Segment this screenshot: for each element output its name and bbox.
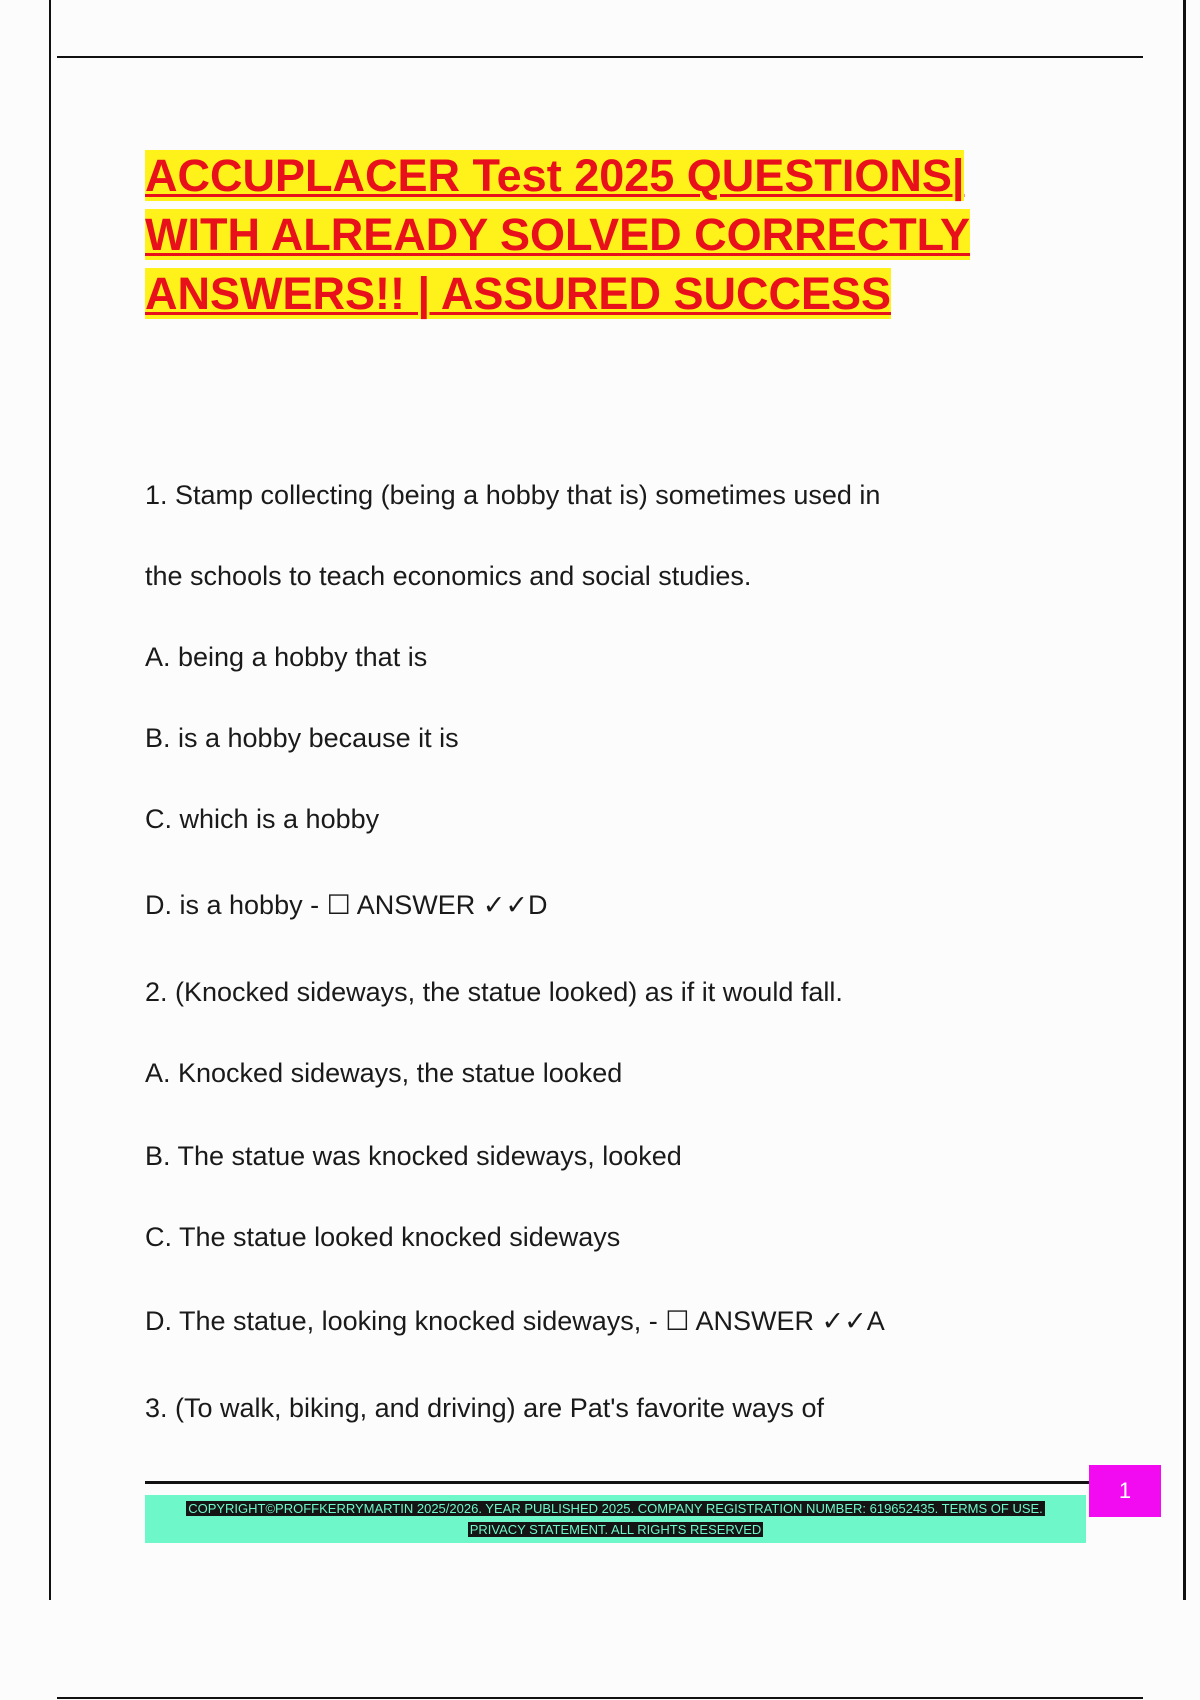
question-1-text: 1. Stamp collecting (being a hobby that is) sometimes used in xyxy=(145,480,881,510)
page-number-badge: 1 xyxy=(1089,1465,1161,1517)
question-1-option-d-answer: D. is a hobby - ☐ ANSWER ✓✓D xyxy=(145,890,548,920)
question-2-text: 2. (Knocked sideways, the statue looked) as if it would fall. xyxy=(145,977,843,1007)
page-bottom-rule xyxy=(57,1697,1143,1699)
question-1-option-c: C. which is a hobby xyxy=(145,804,380,834)
question-1-option-a: A. being a hobby that is xyxy=(145,642,428,672)
question-2-option-c: C. The statue looked knocked sideways xyxy=(145,1222,621,1252)
footer-rule xyxy=(145,1481,1090,1484)
page-border-left xyxy=(49,0,51,1600)
question-2-option-a: A. Knocked sideways, the statue looked xyxy=(145,1058,623,1088)
question-2-option-d-answer: D. The statue, looking knocked sideways, - ☐ ANSWER ✓✓A xyxy=(145,1306,885,1336)
page-border-right xyxy=(1183,0,1186,1600)
document-title xyxy=(145,146,1045,323)
title-line-1: ACCUPLACER Test 2025 QUESTIONS| xyxy=(145,150,965,201)
title-line-2: WITH ALREADY SOLVED CORRECTLY xyxy=(145,209,971,260)
question-1-text-continued: the schools to teach economics and social studies. xyxy=(145,561,752,591)
question-2-option-b: B. The statue was knocked sideways, looked xyxy=(145,1141,682,1171)
copyright-footer xyxy=(145,1495,1086,1543)
header-rule xyxy=(57,56,1143,58)
question-1-option-b: B. is a hobby because it is xyxy=(145,723,459,753)
question-3-text: 3. (To walk, biking, and driving) are Pat's favorite ways of xyxy=(145,1393,824,1423)
copyright-line-2: PRIVACY STATEMENT. ALL RIGHTS RESERVED xyxy=(469,1522,762,1537)
copyright-line-1: COPYRIGHT©PROFFKERRYMARTIN 2025/2026. YEAR PUBLISHED 2025. COMPANY REGISTRATION NUMBER: 619652435. TERMS OF USE. xyxy=(188,1501,1043,1516)
title-line-3: ANSWERS!! | ASSURED SUCCESS xyxy=(145,268,891,319)
